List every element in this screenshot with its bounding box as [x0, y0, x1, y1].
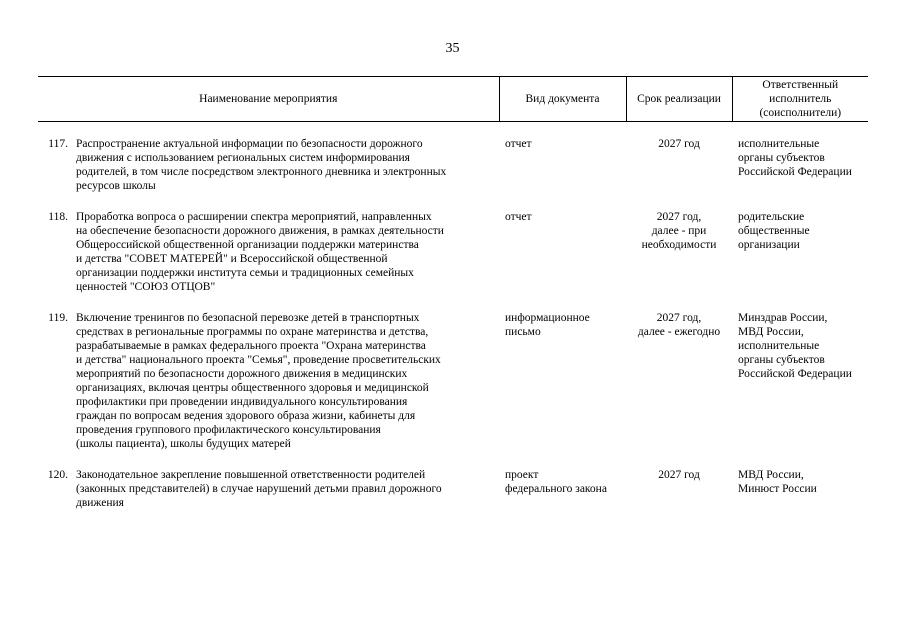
measure-name: [74, 210, 499, 294]
responsible-executor: [732, 210, 868, 294]
row-number: 117.: [48, 138, 68, 150]
implementation-term-line: далее - при: [651, 225, 707, 237]
responsible-executor-line: Российской Федерации: [738, 368, 852, 380]
header-term: Срок реализации: [626, 77, 732, 122]
responsible-executor-line: органы субъектов: [738, 152, 825, 164]
measure-name-line: разрабатываемые в рамках федерального проекта "Охрана материнства: [76, 340, 426, 352]
document-type-line: письмо: [505, 326, 541, 338]
measure-name-line: профилактики при проведении индивидуального консультирования: [76, 396, 408, 408]
implementation-term-line: 2027 год: [658, 138, 700, 150]
row-number: 118.: [48, 211, 68, 223]
measure-name: [74, 137, 499, 193]
measure-name-line: Включение тренингов по безопасной перевозке детей в транспортных: [76, 312, 420, 324]
measure-name-line: организациях, включая центры общественного здоровья и медицинской: [76, 382, 429, 394]
table-body: [38, 122, 868, 511]
responsible-executor-line: общественные: [738, 225, 810, 237]
implementation-term: [626, 210, 732, 294]
measure-name-line: и детства "СОВЕТ МАТЕРЕЙ" и Всероссийской общественной: [76, 253, 388, 265]
document-type: [499, 210, 626, 294]
responsible-executor-line: организации: [738, 239, 800, 251]
measure-name-line: ценностей "СОЮЗ ОТЦОВ": [76, 281, 216, 293]
table-row: [38, 311, 868, 451]
responsible-executor-line: МВД России,: [738, 326, 804, 338]
implementation-term: [626, 137, 732, 193]
header-responsible-line: Ответственный: [762, 79, 839, 91]
document-type-line: отчет: [505, 211, 532, 223]
table-row: [38, 468, 868, 510]
measure-name-line: организации поддержки института семьи и традиционных семейных: [76, 267, 414, 279]
implementation-term-line: далее - ежегодно: [637, 326, 721, 338]
responsible-executor-line: Минздрав России,: [738, 312, 828, 324]
measure-name-line: мероприятий по безопасности дорожного движения в медицинских: [76, 368, 408, 380]
measure-name: [74, 311, 499, 451]
table-row: [38, 137, 868, 193]
measure-name-line: родителей, в том числе посредством электронного дневника и электронных: [76, 166, 447, 178]
implementation-term-line: необходимости: [641, 239, 717, 251]
document-type: [499, 311, 626, 451]
measure-name-line: Распространение актуальной информации по безопасности дорожного: [76, 138, 423, 150]
document-type-line: отчет: [505, 138, 532, 150]
measure-name-line: Законодательное закрепление повышенной ответственности родителей: [76, 469, 426, 481]
header-name: Наименование мероприятия: [38, 77, 499, 122]
measure-name-line: проведения группового профилактического консультирования: [76, 424, 381, 436]
measure-name-line: ресурсов школы: [76, 180, 156, 192]
responsible-executor: [732, 468, 868, 510]
header-responsible-line: (соисполнители): [759, 107, 842, 119]
document-type: [499, 468, 626, 510]
measure-name-line: и детства" национального проекта "Семья", проведение просветительских: [76, 354, 441, 366]
implementation-term: [626, 311, 732, 451]
responsible-executor-line: родительские: [738, 211, 805, 223]
measure-name-line: движения: [76, 497, 124, 509]
responsible-executor-line: исполнительные: [738, 340, 820, 352]
document-type-line: информационное: [505, 312, 590, 324]
implementation-term: [626, 468, 732, 510]
implementation-term-line: 2027 год,: [656, 211, 702, 223]
measure-name-line: Проработка вопроса о расширении спектра мероприятий, направленных: [76, 211, 432, 223]
row-number: 120.: [47, 469, 68, 481]
measure-name-line: на обеспечение безопасности дорожного движения, в рамках деятельности: [76, 225, 444, 237]
document-type: [499, 137, 626, 193]
header-doc-type: Вид документа: [499, 77, 626, 122]
measure-name-line: Общероссийской общественной организации поддержки материнства: [76, 239, 419, 251]
page-number: 35: [445, 41, 460, 56]
responsible-executor: [732, 311, 868, 451]
document-type-line: федерального закона: [505, 483, 607, 495]
header-responsible-line: исполнитель: [769, 93, 832, 105]
implementation-term-line: 2027 год,: [656, 312, 702, 324]
header-responsible: [732, 77, 868, 122]
measure-name: [74, 468, 499, 510]
measure-name-line: граждан по вопросам ведения здорового образа жизни, кабинеты для: [76, 410, 416, 422]
responsible-executor-line: Минюст России: [738, 483, 817, 495]
table-header-row: [38, 77, 868, 122]
responsible-executor-line: органы субъектов: [738, 354, 825, 366]
row-number: 119.: [48, 312, 68, 324]
measure-name-line: средствах в региональные программы по охране материнства и детства,: [76, 326, 429, 338]
implementation-term-line: 2027 год: [658, 469, 700, 481]
measure-name-line: (законных представителей) в случае нарушений детьми правил дорожного: [76, 483, 442, 495]
document-type-line: проект: [505, 469, 539, 481]
responsible-executor-line: Российской Федерации: [738, 166, 852, 178]
measures-table: [38, 76, 868, 510]
responsible-executor-line: МВД России,: [738, 469, 804, 481]
measure-name-line: движения с использованием региональных систем информирования: [76, 152, 410, 164]
measure-name-line: (школы пациента), школы будущих матерей: [76, 438, 291, 450]
responsible-executor-line: исполнительные: [738, 138, 820, 150]
table-row: [38, 210, 868, 294]
responsible-executor: [732, 137, 868, 193]
